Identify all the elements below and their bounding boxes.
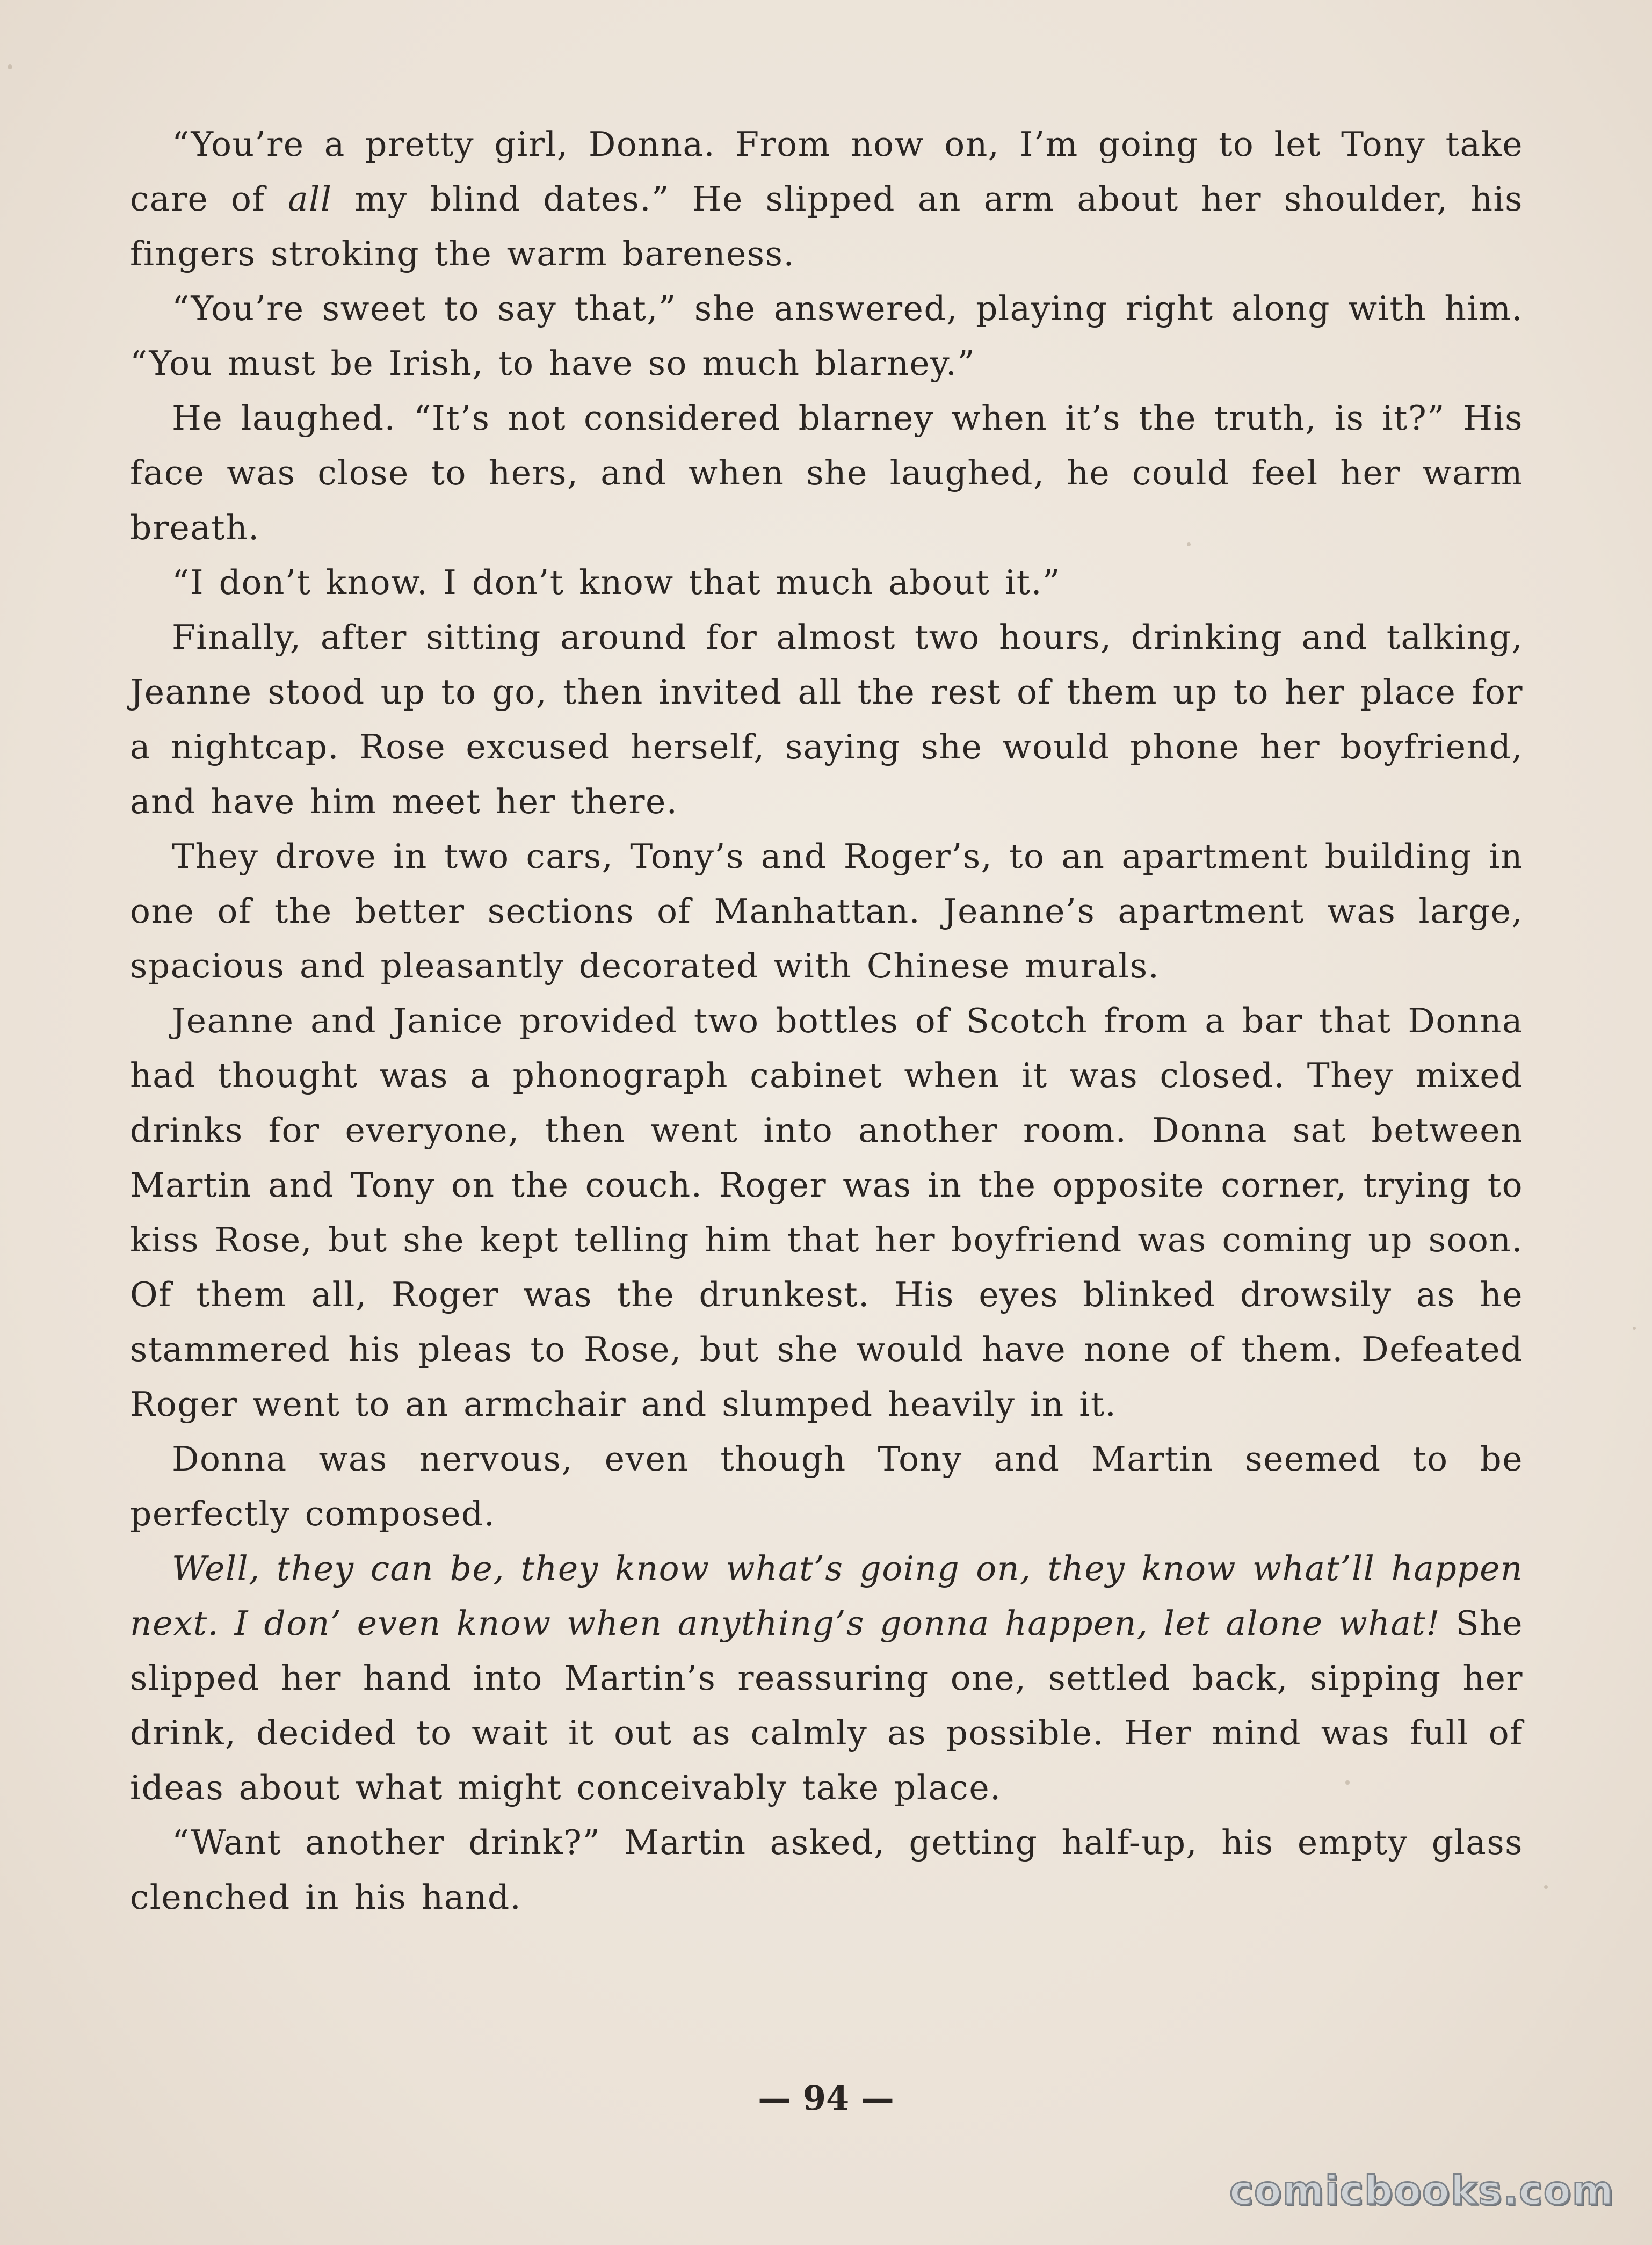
text-segment: “You’re sweet to say that,” she answered, playing right along with him. “You must be Irish, to have so much blarney.” bbox=[130, 289, 1523, 383]
paper-speck bbox=[1633, 1327, 1636, 1330]
text-segment: He laughed. “It’s not considered blarney when it’s the truth, is it?” His face was close to hers, and when she laughed, he could feel her warm breath. bbox=[130, 399, 1523, 547]
text-segment: She slipped her hand into Martin’s reassuring one, settled back, sipping her drink, decided to wait it out as calmly as possible. Her mind was full of ideas about what might conceivably take place. bbox=[130, 1604, 1523, 1807]
text-segment: Finally, after sitting around for almost two hours, drinking and talking, Jeanne stood up to go, then invited all the rest of them up to her place for a nightcap. Rose excused herself, saying she would phone her boyfriend, and have him meet her there. bbox=[130, 618, 1523, 821]
paper-speck bbox=[1345, 1780, 1350, 1785]
paragraph bbox=[130, 610, 1523, 829]
paragraph bbox=[130, 1432, 1523, 1541]
text-segment: my blind dates.” He slipped an arm about her shoulder, his fingers stroking the warm bareness. bbox=[130, 179, 1524, 273]
paper-speck bbox=[1187, 542, 1191, 546]
watermark: comicbooks.com bbox=[1229, 2168, 1614, 2214]
paragraph bbox=[130, 994, 1523, 1432]
text-segment: “Want another drink?” Martin asked, getting half-up, his empty glass clenched in his hand. bbox=[130, 1823, 1523, 1917]
paper-speck bbox=[8, 64, 12, 69]
paragraph bbox=[130, 1541, 1523, 1815]
page-body-text bbox=[130, 117, 1523, 1925]
paragraph bbox=[130, 829, 1523, 994]
paper-speck bbox=[1544, 1885, 1548, 1889]
paragraph bbox=[130, 391, 1523, 555]
text-segment: “I don’t know. I don’t know that much about it.” bbox=[172, 563, 1061, 602]
text-segment: “You’re a pretty girl, Donna. From now on, I’m going to let Tony take care of bbox=[130, 125, 1523, 219]
paragraph bbox=[130, 281, 1523, 391]
text-segment: They drove in two cars, Tony’s and Roger’s, to an apartment building in one of the better sections of Manhattan. Jeanne’s apartment was large, spacious and pleasantly decorated with Chinese murals. bbox=[130, 837, 1523, 986]
italic-text: Well, they can be, they know what’s going on, they know what’ll happen next. I don’ even know when anything’s gonna happen, let alone what! bbox=[130, 1549, 1523, 1643]
paragraph bbox=[130, 1815, 1523, 1925]
text-segment: Donna was nervous, even though Tony and Martin seemed to be perfectly composed. bbox=[130, 1439, 1523, 1533]
page-number: — 94 — bbox=[758, 2079, 894, 2118]
paragraph bbox=[130, 555, 1523, 610]
text-segment: Jeanne and Janice provided two bottles of Scotch from a bar that Donna had thought was a phonograph cabinet when it was closed. They mixed drinks for everyone, then went into another room. Donna sat between Martin and Tony on the couch. Roger was in the opposite corner, trying to kiss Rose, but she kept telling him that her boyfriend was coming up soon. Of them all, Roger was the drunkest. His eyes blinked drowsily as he stammered his pleas to Rose, but she would have none of them. Defeated Roger went to an armchair and slumped heavily in it. bbox=[130, 1001, 1523, 1424]
paragraph bbox=[130, 117, 1523, 281]
italic-text: all bbox=[288, 179, 332, 219]
